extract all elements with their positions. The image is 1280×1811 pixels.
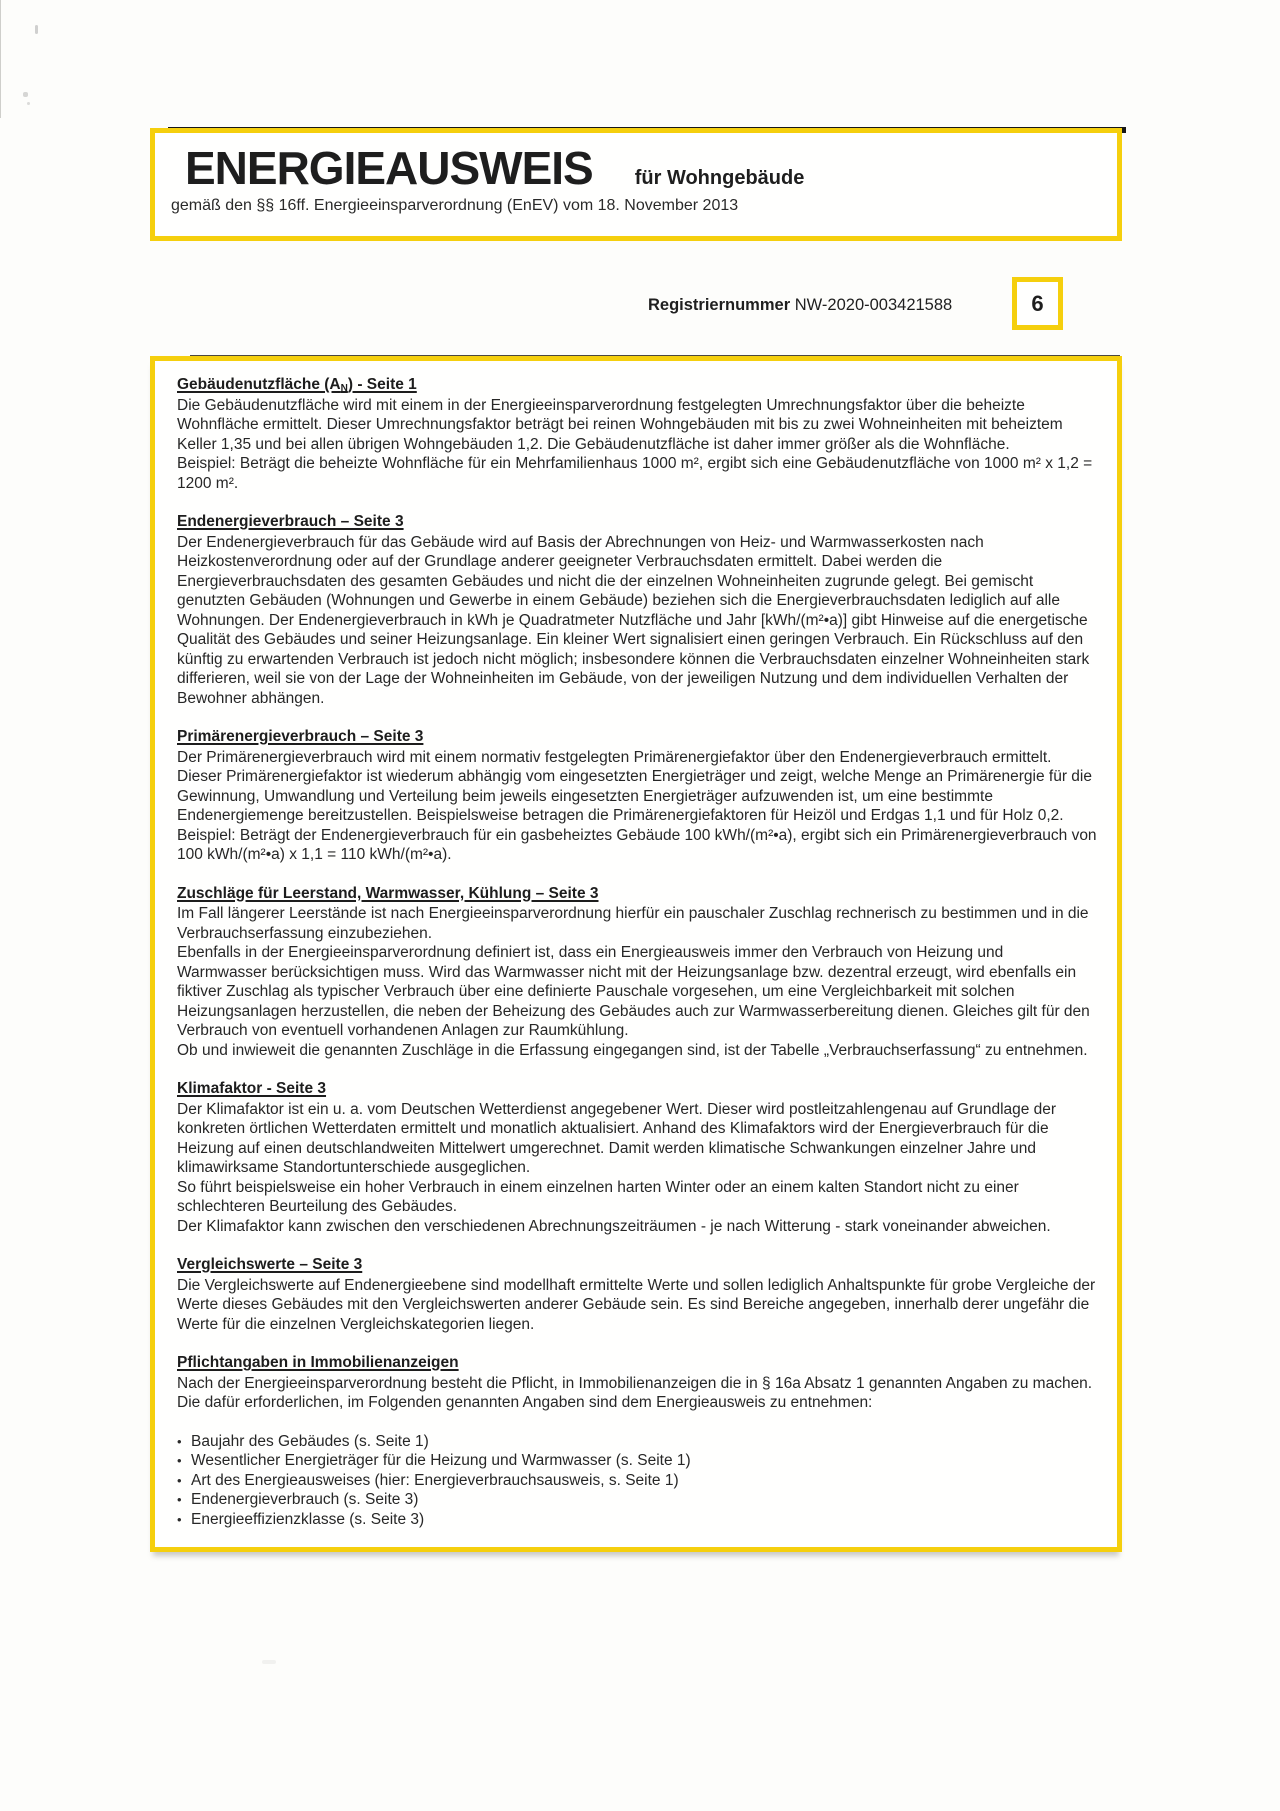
section-paragraph: Im Fall längerer Leerstände ist nach Energieeinsparverordnung hierfür ein pauschaler Zuschlag rechnerisch zu bestimmen und in die Verbrauchserfassung einzubeziehen. (177, 905, 1089, 942)
list-item: • Endenergieverbrauch (s. Seite 3) (177, 1491, 419, 1508)
section-1 (177, 512, 1097, 708)
list-item: • Energieeffizienzklasse (s. Seite 3) (177, 1510, 425, 1528)
registry-line (648, 296, 952, 315)
registry-label: Registriernummer (648, 296, 791, 314)
section-paragraph: Die Vergleichswerte auf Endenergieebene sind modellhaft ermittelte Werte und sollen lediglich Anhaltspunkte für grobe Vergleiche der Werte dieses Gebäudes mit den Vergleichswerten anderer Gebäude sein. Es sind Bereiche angegeben, innerhalb derer ungefähr die Werte für die einzelnen Vergleichskategorien liegen. (177, 1276, 1096, 1333)
sections-container (155, 361, 1117, 1529)
mandatory-info-list (177, 1432, 1097, 1530)
section-paragraph: Nach der Energieeinsparverordnung besteht die Pflicht, in Immobilienanzeigen die in § 16a Absatz 1 genannten Angaben zu machen. Die dafür erforderlichen, im Folgenden genannten Angaben sind dem Energieausweis zu entnehmen: (177, 1374, 1093, 1411)
page-title: ENERGIEAUSWEIS (185, 142, 593, 194)
bullet-icon: • (177, 1492, 182, 1507)
list-item: • Baujahr des Gebäudes (s. Seite 1) (177, 1432, 429, 1450)
scan-artifact (27, 102, 30, 105)
section-3 (177, 884, 1097, 1061)
section-heading: Primärenergieverbrauch – Seite 3 (177, 728, 424, 745)
page-number-badge (1012, 277, 1063, 330)
bullet-icon: • (177, 1511, 182, 1527)
list-item: • Wesentlicher Energieträger für die Heizung und Warmwasser (s. Seite 1) (177, 1452, 691, 1469)
section-paragraph: So führt beispielsweise ein hoher Verbrauch in einem einzelnen harten Winter oder an einem kalten Standort nicht zu einer schlechteren Beurteilung des Gebäudes. (177, 1178, 1019, 1215)
section-5 (177, 1255, 1097, 1334)
list-item: • Art des Energieausweises (hier: Energieverbrauchsausweis, s. Seite 1) (177, 1471, 679, 1489)
header-subtitle: gemäß den §§ 16ff. Energieeinsparverordnung (EnEV) vom 18. November 2013 (171, 197, 739, 214)
section-4 (177, 1079, 1097, 1236)
scan-artifact (35, 25, 38, 34)
scan-artifact (262, 1660, 276, 1664)
explanations-box (150, 356, 1122, 1552)
bullet-icon: • (177, 1433, 182, 1449)
section-2 (177, 727, 1097, 865)
section-paragraph: Der Klimafaktor kann zwischen den verschiedenen Abrechnungszeiträumen - je nach Witterung - stark voneinander abweichen. (177, 1217, 1051, 1235)
section-heading: Klimafaktor - Seite 3 (177, 1080, 327, 1097)
scan-edge-line (0, 0, 1, 118)
section-paragraph: Beispiel: Beträgt der Endenergieverbrauch für ein gasbeheiztes Gebäude 100 kWh/(m²•a), ergibt sich ein Primärenergieverbrauch von 100 kWh/(m²•a) x 1,1 = 110 kWh/(m²•a). (177, 826, 1097, 863)
registry-value: NW-2020-003421588 (794, 296, 953, 314)
section-paragraph: Der Klimafaktor ist ein u. a. vom Deutschen Wetterdienst angegebener Wert. Dieser wird postleitzahlengenau auf Grundlage der konkreten örtlichen Wetterdaten ermittelt und monatlich aktualisiert. Anhand des Klimafaktors wird der Energieverbrauch für die Heizung auf einen deutschlandweiten Mittelwert umgerechnet. Damit werden klimatische Schwankungen einzelner Jahre und klimawirksame Standortunterschiede ausgeglichen. (177, 1100, 1057, 1176)
section-paragraph: Ebenfalls in der Energieeinsparverordnung definiert ist, dass ein Energieausweis immer den Verbrauch von Heizung und Warmwasser berücksichtigen muss. Wird das Warmwasser nicht mit der Heizungsanlage bzw. dezentral erzeugt, wird ebenfalls ein fiktiver Zuschlag als typischer Verbrauch über eine definierte Pauschale vorgesehen, um eine Vergleichbarkeit mit solchen Heizungsanlagen herzustellen, die neben der Beheizung des Gebäudes auch zur Warmwasserbereitung dienen. Gleiches gilt für den Verbrauch von eventuell vorhandenen Anlagen zur Raumkühlung. (177, 944, 1090, 1039)
bullet-icon: • (177, 1472, 182, 1488)
section-heading: Pflichtangaben in Immobilienanzeigen (177, 1354, 459, 1371)
bullet-icon: • (177, 1453, 182, 1468)
section-0 (177, 375, 1097, 493)
section-heading: Vergleichswerte – Seite 3 (177, 1256, 363, 1273)
page-number: 6 (1031, 290, 1044, 316)
section-paragraph: Beispiel: Beträgt die beheizte Wohnfläche für ein Mehrfamilienhaus 1000 m², ergibt sich eine Gebäudenutzfläche von 1000 m² x 1,2 = 1200 m². (177, 455, 1093, 492)
section-paragraph: Ob und inwieweit die genannten Zuschläge in die Erfassung eingegangen sind, ist der Tabelle „Verbrauchserfassung“ zu entnehmen. (177, 1041, 1088, 1059)
section-6 (177, 1353, 1097, 1529)
section-paragraph: Der Endenergieverbrauch für das Gebäude wird auf Basis der Abrechnungen von Heiz- und Warmwasserkosten nach Heizkostenverordnung oder auf der Grundlage anderer geeigneter Verbrauchsdaten ermittelt. Dabei werden die Energieverbrauchsdaten des gesamten Gebäudes und nicht die der einzelnen Wohneinheiten zugrunde gelegt. Bei gemischt genutzten Gebäuden (Wohnungen und Gewerbe in einem Gebäude) beziehen sich die Energieverbrauchsdaten lediglich auf alle Wohnungen. Der Endenergieverbrauch in kWh je Quadratmeter Nutzfläche und Jahr [kWh/(m²•a)] gibt Hinweise auf die energetische Qualität des Gebäudes und seiner Heizungsanlage. Ein kleiner Wert signalisiert einen geringen Verbrauch. Ein Rückschluss auf den künftig zu erwartenden Verbrauch ist jedoch nicht möglich; insbesondere können die Verbrauchsdaten einzelner Wohneinheiten stark differieren, weil sie von der Lage der Wohneinheiten im Gebäude, von der jeweiligen Nutzung und dem individuellen Verhalten der Bewohner abhängen. (177, 533, 1090, 707)
scan-artifact (23, 92, 28, 97)
section-heading: Endenergieverbrauch – Seite 3 (177, 513, 404, 530)
section-paragraph: Die Gebäudenutzfläche wird mit einem in der Energieeinsparverordnung festgelegten Umrechnungsfaktor über die beheizte Wohnfläche ermittelt. Dieser Umrechnungsfaktor beträgt bei reinen Wohngebäuden mit bis zu zwei Wohneinheiten mit beheiztem Keller 1,35 und bei allen übrigen Wohngebäuden 1,2. Die Gebäudenutzfläche ist daher immer größer als die Wohnfläche. (177, 396, 1063, 453)
page-title-suffix: für Wohngebäude (634, 167, 805, 189)
section-heading: Gebäudenutzfläche $(A_N)$ - Seite 1 (177, 376, 417, 394)
section-heading: Zuschläge für Leerstand, Warmwasser, Kühlung – Seite 3 (177, 884, 599, 902)
section-paragraph: Der Primärenergieverbrauch wird mit einem normativ festgelegten Primärenergiefaktor über den Endenergieverbrauch ermittelt. Dieser Primärenergiefaktor ist wiederum abhängig vom eingesetzten Energieträger und zeigt, welche Menge an Primärenergie für die Gewinnung, Umwandlung und Verteilung beim jeweils eingesetzten Energieträger aufzuwenden ist, um eine bestimmte Endenergiemenge bereitzustellen. Beispielsweise betragen die Primärenergiefaktoren für Heizöl und Erdgas 1,1 und für Holz 0,2. (177, 748, 1092, 824)
document-header-box (150, 128, 1122, 241)
